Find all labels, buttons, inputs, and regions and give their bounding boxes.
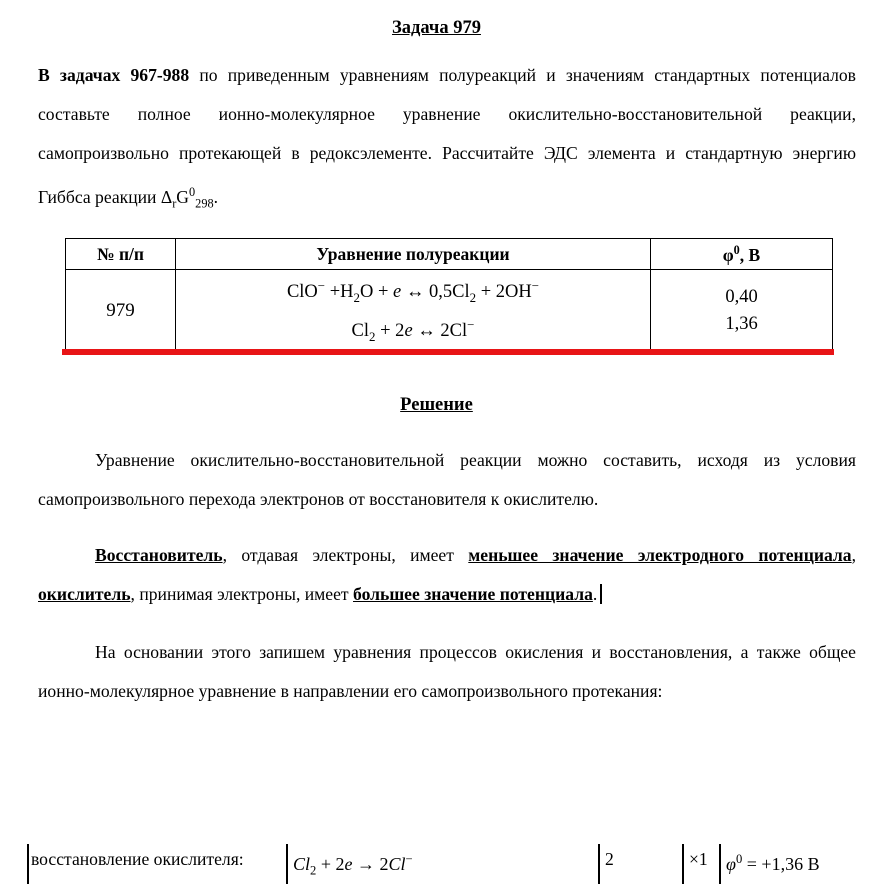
solution-heading: Решение: [400, 395, 473, 416]
vertical-bar: [682, 844, 684, 884]
oxidizer-reduction-line: [0, 847, 873, 887]
electron-count: 2: [605, 849, 614, 869]
table-header-potential: $\varphi^0$, В: [651, 239, 833, 270]
table-header-equation: Уравнение полуреакции: [176, 239, 651, 270]
potential-value-1: 0,40: [725, 287, 758, 308]
cell-problem-number: 979: [66, 270, 176, 353]
table-row: [66, 270, 833, 353]
document-page: [0, 16, 873, 878]
halfreaction-equation-1: $ClO^- +H_2O + e$ ↔ $0,5Cl_2 + 2OH^-$: [286, 278, 540, 306]
potential-value-2: 1,36: [725, 314, 758, 335]
multiplier: ×1: [689, 849, 708, 869]
reduction-equation: $Cl_2 + 2e \to 2Cl^-$: [293, 852, 413, 878]
vertical-bar: [719, 844, 721, 884]
reduction-label: восстановление окислителя:: [31, 849, 244, 869]
problem-title: Задача 979: [392, 18, 481, 38]
solution-paragraph-1: Уравнение окислительно-восстановительной реакции можно составить, исходя из условия самопроизвольного перехода электронов от восстановителя к окислителю.: [38, 450, 856, 510]
halfreaction-table: [65, 238, 833, 353]
table-header-num: № п/п: [66, 239, 176, 270]
text-cursor: [600, 584, 602, 604]
vertical-bar: [286, 844, 288, 884]
cell-potentials: [651, 270, 833, 353]
red-underline-marker: [62, 349, 834, 355]
vertical-bar: [598, 844, 600, 884]
table-header-row: [66, 239, 833, 270]
cell-equations: [176, 270, 651, 353]
solution-paragraph-2: [38, 536, 856, 614]
solution-paragraph-3: На основании этого запишем уравнения процессов окисления и восстановления, а также общее ионно-молекулярное уравнение в направлении его самопроизвольного протекания:: [38, 642, 856, 702]
halfreaction-table-block: [65, 238, 832, 355]
halfreaction-equation-2: $Cl_2 + 2e$ ↔ 2Cl−: [351, 317, 475, 345]
potential-annotation: $\varphi^0 = +1,36$ В: [726, 852, 820, 874]
vertical-bar: [27, 844, 29, 884]
paragraph-text: Восстановитель, отдавая электроны, имеет меньшее значение электродного потенциала, окислитель, принимая электроны, имеет большее значение потенциала.: [38, 545, 856, 605]
intro-paragraph: В задачах 967-988 по приведенным уравнениям полуреакций и значениям стандартных потенциалов составьте полное ионно-молекулярное уравнение окислительно-восстановительной реакции, самопроизвольно протекающей в редоксэлементе. Рассчитайте ЭДС элемента и стандартную энергию Гиббса реакции $\Delta_rG^0_{298}$.: [38, 65, 856, 211]
